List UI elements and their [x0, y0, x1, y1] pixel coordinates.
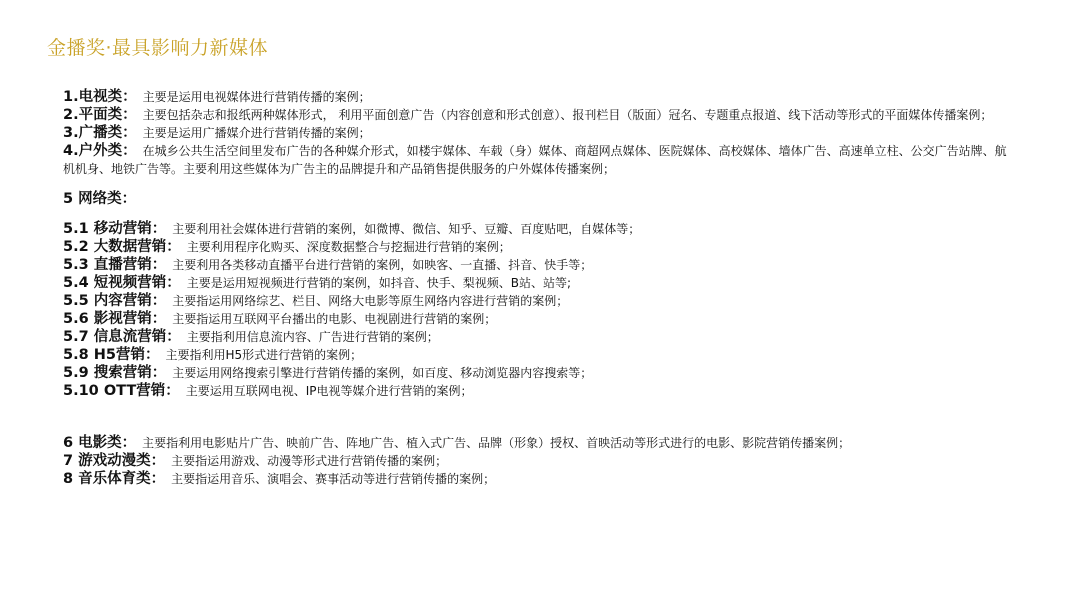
network-item-label: 5.5 内容营销： [63, 293, 167, 309]
category-desc: 主要指运用游戏、动漫等形式进行营销传播的案例； [171, 454, 448, 468]
network-item [63, 364, 1013, 382]
network-item-label: 5.1 移动营销： [63, 221, 167, 237]
category-label: 8 音乐体育类： [63, 471, 166, 487]
category-label: 6 电影类： [63, 435, 137, 451]
category-label: 4.户外类： [63, 143, 137, 159]
network-heading: 5 网络类： [63, 191, 137, 207]
network-item-label: 5.8 H5营销： [63, 347, 160, 363]
category-film [63, 434, 1013, 452]
network-item-label: 5.3 直播营销： [63, 257, 167, 273]
category-label: 1.电视类： [63, 89, 137, 105]
category-radio [63, 124, 1013, 142]
network-item-desc: 主要指运用网络综艺、栏目、网络大电影等原生网络内容进行营销的案例； [172, 294, 569, 308]
category-label: 2.平面类： [63, 107, 137, 123]
network-item-desc: 主要是运用短视频进行营销的案例，如抖音、快手、梨视频、B站、站等; [186, 276, 572, 290]
network-item-label: 5.2 大数据营销： [63, 239, 181, 255]
network-item [63, 346, 1013, 364]
category-print [63, 106, 1013, 124]
category-desc: 在城乡公共生活空间里发布广告的各种媒介形式，如楼宇媒体、车载（身）媒体、商超网点媒体、医院媒体、高校媒体、墙体广告、高速单立柱、公交广告站牌、航机机身、地铁广告等。主要利用这些媒体为广告主的品牌提升和产品销售提供服务的户外媒体传播案例； [63, 144, 1007, 176]
category-label: 7 游戏动漫类： [63, 453, 166, 469]
network-item-label: 5.10 OTT营销： [63, 383, 180, 399]
network-item [63, 292, 1013, 310]
network-item [63, 310, 1013, 328]
category-desc: 主要是运用广播媒介进行营销传播的案例； [142, 126, 371, 140]
slide-title: 金播奖·最具影响力新媒体 [47, 37, 269, 59]
award-categories [63, 88, 1013, 488]
network-item [63, 220, 1013, 238]
network-item-desc: 主要利用社会媒体进行营销的案例，如微博、微信、知乎、豆瓣、百度贴吧，自媒体等； [172, 222, 641, 236]
category-desc: 主要包括杂志和报纸两种媒体形式， 利用平面创意广告（内容创意和形式创意）、报刊栏目（版面）冠名、专题重点报道、线下活动等形式的平面媒体传播案例； [142, 108, 993, 122]
category-desc: 主要指运用音乐、演唱会、赛事活动等进行营销传播的案例； [171, 472, 496, 486]
network-item [63, 328, 1013, 346]
network-item-desc: 主要利用程序化购买、深度数据整合与挖掘进行营销的案例； [186, 240, 511, 254]
network-item-label: 5.9 搜索营销： [63, 365, 167, 381]
category-tv [63, 88, 1013, 106]
network-item-desc: 主要指运用互联网平台播出的电影、电视剧进行营销的案例； [172, 312, 497, 326]
category-label: 3.广播类： [63, 125, 137, 141]
category-game-anime [63, 452, 1013, 470]
category-outdoor [63, 142, 1013, 178]
network-item-label: 5.4 短视频营销： [63, 275, 181, 291]
network-item-desc: 主要运用互联网电视、IP电视等媒介进行营销的案例； [185, 384, 473, 398]
network-item [63, 256, 1013, 274]
network-item [63, 382, 1013, 400]
network-item-desc: 主要指利用信息流内容、广告进行营销的案例； [186, 330, 439, 344]
network-item-desc: 主要利用各类移动直播平台进行营销的案例，如映客、一直播、抖音、快手等； [172, 258, 593, 272]
network-item [63, 274, 1013, 292]
network-item-label: 5.6 影视营销： [63, 311, 167, 327]
network-item-label: 5.7 信息流营销： [63, 329, 181, 345]
category-desc: 主要是运用电视媒体进行营销传播的案例； [142, 90, 371, 104]
network-item-desc: 主要指利用H5形式进行营销的案例； [165, 348, 363, 362]
network-item [63, 238, 1013, 256]
category-music-sports [63, 470, 1013, 488]
network-item-desc: 主要运用网络搜索引擎进行营销传播的案例，如百度、移动浏览器内容搜索等； [172, 366, 593, 380]
category-desc: 主要指利用电影贴片广告、映前广告、阵地广告、植入式广告、品牌（形象）授权、首映活动等形式进行的电影、影院营销传播案例； [142, 436, 851, 450]
